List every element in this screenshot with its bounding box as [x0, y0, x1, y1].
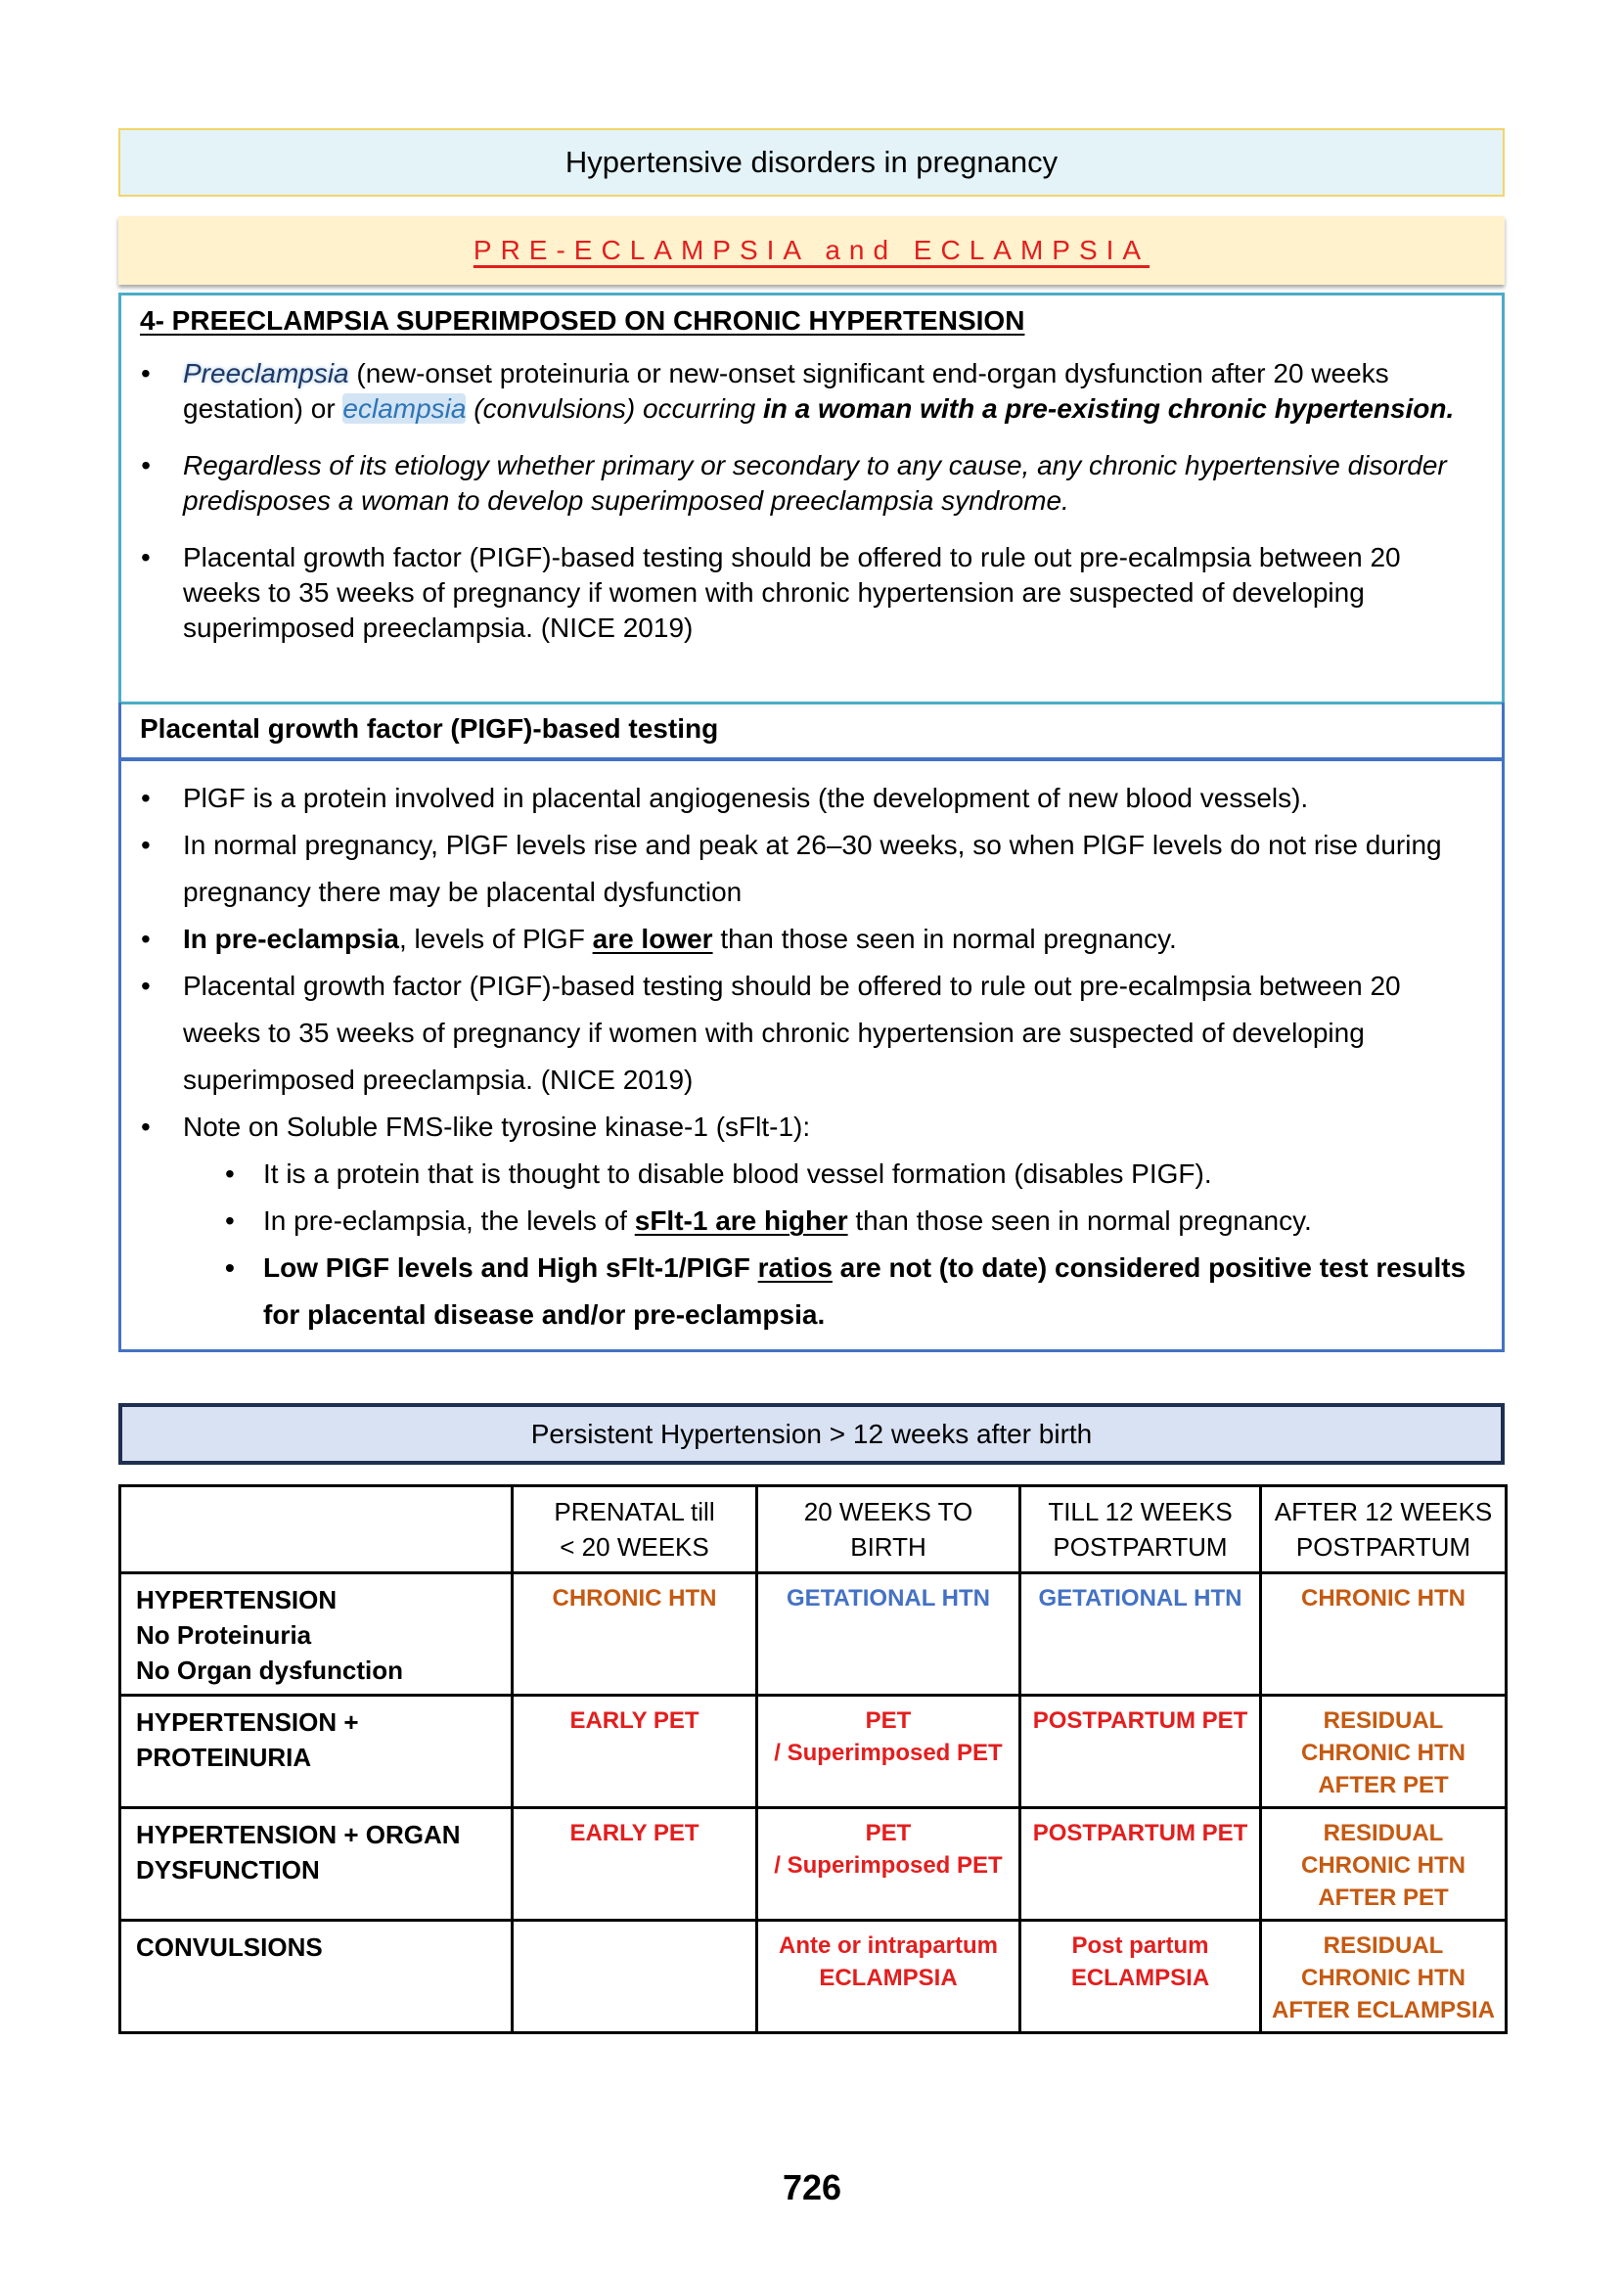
superimposed-section — [118, 293, 1505, 704]
bullet-text: (convulsions) occurring — [466, 393, 763, 424]
cell-line: ECLAMPSIA — [819, 1965, 958, 1991]
plgf-section-body — [118, 759, 1505, 1352]
table-cell — [757, 1808, 1020, 1921]
list-item — [121, 963, 1502, 1104]
cell-line: EARLY PET — [569, 1820, 699, 1846]
table-cell — [757, 1696, 1020, 1808]
table-header-cell — [513, 1486, 757, 1573]
table-header-cell — [1261, 1486, 1507, 1573]
list-item — [121, 822, 1502, 916]
label-line: HYPERTENSION + — [136, 1707, 359, 1737]
page-title: Hypertensive disorders in pregnancy — [564, 145, 1059, 179]
cell-line: CHRONIC HTN — [1301, 1852, 1466, 1879]
table-cell — [1261, 1696, 1507, 1808]
cell-line: PET — [865, 1820, 912, 1846]
bullet-underline: sFlt-1 are higher — [634, 1205, 848, 1236]
label-line: No Organ dysfunction — [136, 1656, 403, 1685]
cell-line: CHRONIC HTN — [1301, 1585, 1466, 1612]
table-row — [120, 1921, 1507, 2033]
cell-line: GETATIONAL HTN — [1038, 1585, 1242, 1612]
bullet-text: than those seen in normal pregnancy. — [712, 924, 1177, 954]
sflt1-sub-list — [183, 1151, 1472, 1339]
cell-line: Post partum — [1071, 1932, 1209, 1959]
table-cell — [1020, 1573, 1261, 1696]
table-cell-empty — [513, 1921, 757, 2033]
sub-list-item — [183, 1245, 1472, 1339]
cell-line: / Superimposed PET — [774, 1740, 1003, 1766]
bullet-text: In normal pregnancy, PlGF levels rise and peak at 26–30 weeks, so when PlGF levels do not rise during pregnancy there may be placental dysfunction — [183, 830, 1442, 907]
list-item — [121, 356, 1502, 427]
bullet-text: Placental growth factor (PIGF)-based testing should be offered to rule out pre-ecalmpsia between 20 weeks to 35 weeks of pregnancy if women with chronic hypertension are suspected of developing superimposed preeclampsia. (NICE 2019) — [183, 542, 1401, 643]
bullet-text: Placental growth factor (PIGF)-based testing should be offered to rule out pre-ecalmpsia between 20 weeks to 35 weeks of pregnancy if women with chronic hypertension are suspected of developing superimposed preeclampsia. (NICE 2019) — [183, 971, 1401, 1095]
cell-line: RESIDUAL — [1323, 1932, 1444, 1959]
persistent-htn-title: Persistent Hypertension > 12 weeks after birth — [530, 1418, 1093, 1449]
table-cell — [1261, 1808, 1507, 1921]
table-header-cell — [757, 1486, 1020, 1573]
page-number: 726 — [782, 2167, 842, 2207]
label-line: HYPERTENSION — [136, 1585, 338, 1614]
table-header-empty — [120, 1486, 513, 1573]
persistent-htn-bar — [118, 1403, 1505, 1465]
list-item — [121, 540, 1502, 646]
label-line: PROTEINURIA — [136, 1743, 312, 1772]
header-line: < 20 WEEKS — [560, 1532, 709, 1562]
header-line: POSTPARTUM — [1295, 1532, 1471, 1562]
table-cell — [513, 1696, 757, 1808]
row-label — [120, 1921, 513, 2033]
label-line: CONVULSIONS — [136, 1932, 323, 1962]
classification-table — [118, 1484, 1508, 2034]
table-cell — [757, 1921, 1020, 2033]
label-line: DYSFUNCTION — [136, 1855, 320, 1884]
sub-list-item — [183, 1198, 1472, 1245]
list-item — [121, 916, 1502, 963]
label-line: No Proteinuria — [136, 1620, 312, 1650]
cell-line: ECLAMPSIA — [1070, 1965, 1210, 1991]
list-item — [121, 448, 1502, 519]
cell-line: CHRONIC HTN — [552, 1585, 717, 1612]
cell-line: AFTER PET — [1318, 1884, 1449, 1911]
table-cell — [1261, 1921, 1507, 2033]
plgf-bullet-list — [121, 775, 1502, 1339]
bullet-emphasis: In pre-eclampsia — [183, 924, 399, 954]
cell-line: CHRONIC HTN — [1301, 1740, 1466, 1766]
bullet-text: In pre-eclampsia, the levels of — [263, 1205, 635, 1236]
table-row — [120, 1808, 1507, 1921]
plgf-heading: Placental growth factor (PIGF)-based testing — [140, 713, 719, 744]
list-item — [121, 775, 1502, 822]
bullet-text: PlGF is a protein involved in placental angiogenesis (the development of new blood vessels). — [183, 783, 1309, 813]
bullet-underline: are lower — [592, 924, 713, 954]
header-line: AFTER 12 WEEKS — [1274, 1497, 1493, 1526]
row-label — [120, 1573, 513, 1696]
section-banner — [118, 216, 1505, 285]
row-label — [120, 1696, 513, 1808]
cell-line: PET — [865, 1707, 912, 1734]
cell-line: POSTPARTUM PET — [1032, 1707, 1248, 1734]
cell-line: GETATIONAL HTN — [787, 1585, 990, 1612]
term-preeclampsia: Preeclampsia — [183, 358, 349, 388]
banner-title: PRE-ECLAMPSIA and ECLAMPSIA — [473, 235, 1150, 265]
header-line: PRENATAL till — [554, 1497, 715, 1526]
cell-line: RESIDUAL — [1323, 1820, 1444, 1846]
cell-line: CHRONIC HTN — [1301, 1965, 1466, 1991]
cell-line: AFTER ECLAMPSIA — [1272, 1997, 1495, 2023]
label-line: HYPERTENSION + ORGAN — [136, 1820, 461, 1849]
bullet-emphasis: in a woman with a pre-existing chronic hypertension. — [762, 393, 1455, 424]
bullet-text: Note on Soluble FMS-like tyrosine kinase-1 (sFlt-1): — [183, 1112, 811, 1142]
table-cell — [1261, 1573, 1507, 1696]
table-cell — [1020, 1808, 1261, 1921]
cell-line: AFTER PET — [1318, 1772, 1449, 1798]
cell-line: EARLY PET — [569, 1707, 699, 1734]
list-item — [121, 1104, 1502, 1339]
table-cell — [1020, 1696, 1261, 1808]
header-line: TILL 12 WEEKS — [1048, 1497, 1233, 1526]
term-eclampsia: eclampsia — [342, 393, 467, 424]
table-row — [120, 1696, 1507, 1808]
table-cell — [757, 1573, 1020, 1696]
header-line: BIRTH — [850, 1532, 926, 1562]
table-header-cell — [1020, 1486, 1261, 1573]
cell-line: / Superimposed PET — [774, 1852, 1003, 1879]
table-cell — [513, 1808, 757, 1921]
table-header-row — [120, 1486, 1507, 1573]
table-row — [120, 1573, 1507, 1696]
bullet-text: (new-onset proteinuria or new-onset significant end-organ dysfunction after 20 weeks gestation) or — [183, 358, 1389, 424]
sub-list-item — [183, 1151, 1472, 1198]
page-title-box — [118, 128, 1505, 197]
bullet-text: Regardless of its etiology whether primary or secondary to any cause, any chronic hypertensive disorder predisposes a woman to develop superimposed preeclampsia syndrome. — [183, 450, 1447, 516]
header-line: POSTPARTUM — [1053, 1532, 1228, 1562]
cell-line: RESIDUAL — [1323, 1707, 1444, 1734]
bullet-text: , levels of PlGF — [398, 924, 593, 954]
header-line: 20 WEEKS TO — [803, 1497, 973, 1526]
bullet-text: are not (to date) considered positive test results for placental disease and/or pre-eclampsia. — [263, 1252, 1466, 1330]
row-label — [120, 1808, 513, 1921]
bullet-text: Low PIGF levels and High sFlt-1/PIGF — [263, 1252, 758, 1283]
bullet-underline: ratios — [757, 1252, 833, 1283]
plgf-section-header — [118, 703, 1505, 761]
superimposed-heading: 4- PREECLAMPSIA SUPERIMPOSED ON CHRONIC HYPERTENSION — [140, 305, 1025, 336]
cell-line: POSTPARTUM PET — [1032, 1820, 1248, 1846]
table-cell — [513, 1573, 757, 1696]
cell-line: Ante or intrapartum — [778, 1932, 998, 1959]
bullet-text: than those seen in normal pregnancy. — [847, 1205, 1312, 1236]
bullet-text: It is a protein that is thought to disable blood vessel formation (disables PIGF). — [263, 1158, 1212, 1189]
superimposed-bullet-list — [121, 356, 1502, 667]
table-cell — [1020, 1921, 1261, 2033]
